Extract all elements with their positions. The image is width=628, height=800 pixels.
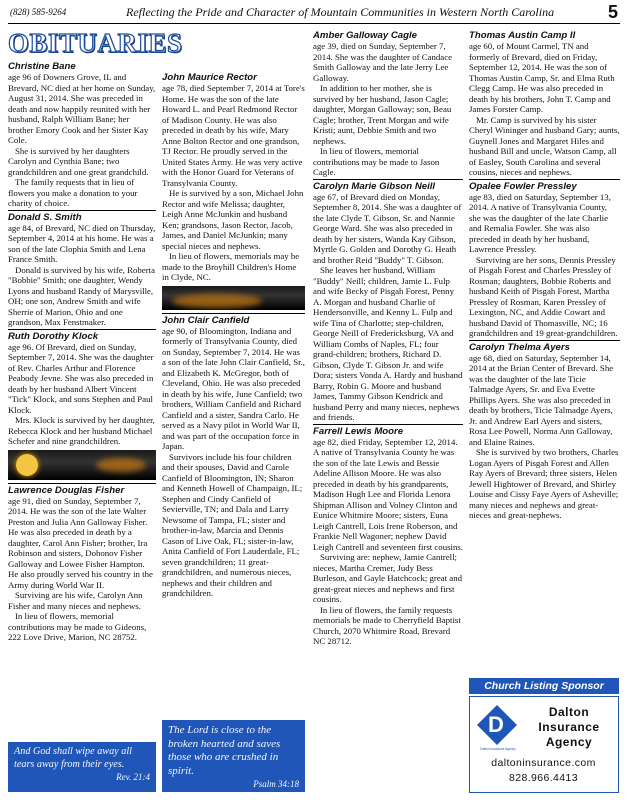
obit-text: In lieu of flowers, memorials may be made to the Broyhill Children's Home in Clyde, NC. — [162, 251, 300, 282]
verse-ref: Rev. 21:4 — [116, 772, 150, 782]
header-tagline: Reflecting the Pride and Character of Mountain Communities in Western North Carolina — [126, 5, 555, 19]
obit-text: Surviving are her sons, Dennis Pressley of Pisgah Forest and Charles Pressley of Rosman; daughters, Bobbie Roberts and husband Keith of Pisgah Forest, Martha Pressley of Rosman, Karen Pressley of Lexington, NC, and Addie Cowart and husband David of Thomasville, NC; 16 grandchildren and 19 great-grandchildren. — [469, 254, 618, 338]
section-title: OBITUARIES — [8, 28, 183, 58]
obit-text: She is survived by her daughters Carolyn and Cynthia Bane; two grandchildren and one great grandchild. — [8, 145, 149, 177]
page-number: 5 — [607, 2, 618, 22]
verse-text: And God shall wipe away all tears away from their eyes. — [14, 746, 133, 770]
obit-name: Carolyn Marie Gibson Neill — [313, 179, 463, 192]
obit-text: age 67, of Brevard died on Monday, September 8, 2014. She was a daughter of the late Clyde T. Gibson, Sr. and Nannie George Ward. She was also preceded in death by her sisters, Wanda Kay Gibson, Myrtle G. Golden and Dorothy G. Heath and brother Reid "Buddy" T. Gibson. — [313, 191, 462, 265]
verse-box-psalm — [162, 720, 305, 792]
obit-text: age 96 of Downers Grove, IL and Brevard, NC died at her home on Sunday, August 31, 2014. She was preceded in death and now happily reunited with her husband, Ralph William Bane; her brother Emory Cook and her Sister Kay Cole. — [8, 72, 156, 145]
obit-name: Thomas Austin Camp II — [469, 30, 576, 41]
sunset-banner-image — [8, 450, 156, 480]
obit-text: Surviving are his wife, Carolyn Ann Fisher and many nieces and nephews. — [8, 590, 143, 611]
obit-text: Survivors include his four children and their spouses, David and Carole Canfield of Bloomington, IN; Sharon and Kenneth Howell of Champaign, IL; Stephen and Cindy Canfield of Sevierville, TN; and Dala and Larry Newsome of Tampa, FL; sister and brother-in-law, Marcia and Dennis Cason of Live Oak, FL; sister-in-law, Anita Canfield of Fort Lauderdale, FL; seven grandchildren; 11 great-grandchildren, and numerous nieces, nephews and their children and grandchildren. — [162, 451, 303, 598]
obit-text: age 90, of Bloomington, Indiana and formerly of Transylvania County, died on Sunday, September 7, 2014. He was a son of the late John Clair Canfield, Sr., and Elizabeth K. McGregor, both of Cleveland, Ohio. He was also preceded in death by his wife, June Canfield; two brothers, William Canfield and Richard Canfield and a sister, Sandra Carlo. He served as a Navy pilot in World War II, and was part of the occupation force in Japan. — [162, 325, 305, 451]
obit-name: John Clair Canfield — [162, 313, 305, 326]
obit-text: age 68, died on Saturday, September 14, 2014 at the Brian Center of Brevard. She was the daughter of the late Ticie Talmadge Ayers, Sr. and Eva Evette Phillips Ayers. She was also preceded in death by brothers, Ticie Talmadge Ayers, Jr. and Andrew Earl Ayers and sisters, Rosa Lee Powell, Norma Ann Galloway, and Elaine Raines. — [469, 352, 614, 447]
sponsor-name — [524, 705, 614, 750]
obit-name: Opalee Fowler Pressley — [469, 179, 620, 192]
obituaries-title — [8, 28, 183, 58]
verse-text: The Lord is close to the broken hearted and saves those who are crushed in spirit. — [168, 724, 281, 777]
obit-text: age 78, died September 7, 2014 at Tore's Home. He was the son of the late Howard L. and Pearl Redmond Rector of Madison County. He was also preceded in death by his wife, Mary Anne Bolton Rector and one grandson, TJ Rector. He proudly served in the United States Army. He was very active with the Honor Guard for Veterans of Transylvania County. — [162, 83, 305, 188]
obit-text: age 60, of Mount Carmel, TN and formerly of Brevard, died on Friday, September 12, 2014. He was the son of Thomas Austin Camp, Sr. and Elma Ruth Clegg Camp. He was also preceded in death by his brothers, John T. Camp and James Forster Camp. — [469, 41, 615, 114]
obit-text: age 39, died on Sunday, September 7, 2014. She was the daughter of Candace Smith Galloway and the late Jerry Lee Galloway. — [313, 41, 452, 83]
column-4 — [469, 28, 620, 521]
obit-text: age 83, died on Saturday, September 13, 2014. A native of Transylvania County, she was the daughter of the late Charlie and Remalia Fowler. She was also preceded in death by her husband, Lawrence Pressley. — [469, 191, 611, 254]
obit-text: He is survived by a son, Michael John Rector and wife Melissa; daughter, Leigh Anne McJunkin and husband Ken; grandsons, Jason Rector, Jacob, James, and Daniel McJunkin; many special nieces and nephews. — [162, 188, 304, 251]
moon-icon — [16, 454, 38, 476]
obit-text: She leaves her husband, William "Buddy" Neill; children, Jamie L. Fulp and wife Becky of Pisgah Forest, Penny A. Morgan and husband Charlie of Hendersonville, and Kenny L. Fulp and wife Tina of Charlotte; step-children, George Neill of Fredericksburg, VA and William Combs of Naples, FL; four grand-children; brothers, Richard D. Gibson, Clyde T. Gibson Jr. and wife Dora; sisters Vonda A. Hardy and husband Barry, Robin G. Moore and husband James, Tammy Gibson Kendrick and husband Perry and many nieces, nephews and friends. — [313, 265, 463, 422]
logo-caption: Dalton Insurance Agency — [480, 747, 516, 751]
page-header — [8, 4, 620, 24]
obit-text: In addition to her mother, she is survived by her husband, Jason Cagle; daughter, Morgan Galloway; son, Beau Cagle; brother, Trent Morgan and wife Kristi; aunt, Debbie Smith and two nephews. — [313, 83, 452, 146]
obit-text: age 91, died on Sunday, September 7, 2014. He was the son of the late Walter Preston and Julia Ann Galloway Fisher. He was also preceded in death by a daughter, Carol Ann Fisher; brother, Ira Robinson and sisters, Dohonov Fisher Galloway and Lowee Fisher Hampton. He also proudly served his country in the Army during World War II. — [8, 495, 153, 590]
obit-text: Mr. Camp is survived by his sister Cheryl Wininger and husband Gary; aunts, Guynell Jones and Margaret Hiles and husband Bill and uncle, Watson Camp, all of Easley, South Carolina and several cousins, nieces and nephews. — [469, 114, 620, 177]
logo-letter: D — [488, 712, 504, 737]
obit-text: In lieu of flowers, memorial contributions may be made to Jason Cagle. — [313, 146, 440, 177]
sponsor-ad[interactable] — [469, 696, 619, 793]
obit-text: Surviving are: nephew, Jamie Cantrell; nieces, Martha Cremer, Judy Bess Burleson, and Gayle Hatchcock; great and great-great nieces and nephews and first cousins. — [313, 552, 463, 604]
obit-name: John Maurice Rector — [162, 72, 257, 83]
obit-name: Carolyn Thelma Ayers — [469, 340, 620, 353]
obit-text: In lieu of flowers, memorial contributions may be made to Gideons, 222 Love Drive, Marion, NC 28752. — [8, 611, 147, 642]
sponsor-url[interactable]: daltoninsurance.com — [491, 757, 596, 769]
obit-name: Donald S. Smith — [8, 210, 156, 223]
sponsor-phone[interactable]: 828.966.4413 — [508, 772, 579, 784]
obit-text: She is survived by two brothers, Charles Logan Ayers of Pisgah Forest and Allen Ray Ayers of Brevard; three sisters, Helen Jewell Hightower of Brevard, and Shirley Louise and Cissy Faye Ayers of Asheville; many nieces and nephews and great-nieces and great-nephews. — [469, 447, 619, 520]
verse-ref: Psalm 34:18 — [253, 779, 299, 789]
obit-name: Christine Bane — [8, 61, 76, 72]
obit-text: Mrs. Klock is survived by her daughter, Rebecca Klock and her husband Michael Schefer and nine grandchildren. — [8, 415, 155, 446]
obit-text: age 84, of Brevard, NC died on Thursday, September 4, 2014 at his home. He was a son of the late Clophia Smith and Lena France Smith. — [8, 222, 156, 264]
obit-text: age 82, died Friday, September 12, 2014. A native of Transylvania County he was the son of the late Lewis and Bessie Adeline Allison Moore. He was also preceded in death by his grandparents, Madison Hugh Lee and Florida Lenora Shipman Allison and Volney Clinton and Eunice Whitmire Moore; sisters, Euna Leigh Cantrell, Lois Irene Roberson, and Frankie Nell Wagoner; nephew David Leigh Cantrell and seventeen first cousins. — [313, 436, 463, 552]
obit-text: In lieu of flowers, the family requests memorials be made to Cherryfield Baptist Church, 2070 Whitmire Road, Brevard NC 28712. — [313, 604, 461, 646]
horizon-glow — [172, 294, 262, 308]
obit-name: Lawrence Douglas Fisher — [8, 483, 156, 496]
obit-name: Amber Galloway Cagle — [313, 30, 417, 41]
obit-text: Donald is survived by his wife, Roberta "Bobbie" Smith; one daughter, Wendy Lyons and husband Randy of Marysville, OH; one son, Andrew Smith and wife Sherrie of Marion, Ohio and one grandson, Max Fenstmaker. — [8, 264, 155, 327]
sponsor-name-line: Dalton — [548, 705, 590, 719]
obit-text: age 96. Of Brevard, died on Sunday, September 7, 2014. She was the daughter of Rev. Charles Arthur and Florence Peabody Jevne. She was also preceded in death by her husband Albert Vincent "Tick" Klock, and sons Stephen and Paul Klock. — [8, 341, 154, 415]
sunset-banner-image — [162, 286, 305, 310]
column-2 — [162, 70, 305, 599]
header-phone: (828) 585-9264 — [10, 7, 67, 17]
verse-box-rev — [8, 742, 156, 792]
obit-text: The family requests that in lieu of flowers you make a donation to your charity of choice. — [8, 177, 138, 208]
obit-name: Ruth Dorothy Klock — [8, 329, 156, 342]
sponsor-name-line: Insurance — [538, 720, 600, 734]
column-3 — [313, 28, 463, 647]
horizon-glow — [96, 458, 146, 472]
sponsor-name-line: Agency — [545, 735, 593, 749]
obit-name: Farrell Lewis Moore — [313, 424, 463, 437]
sponsor-heading: Church Listing Sponsor — [469, 678, 619, 694]
column-1 — [8, 28, 183, 643]
